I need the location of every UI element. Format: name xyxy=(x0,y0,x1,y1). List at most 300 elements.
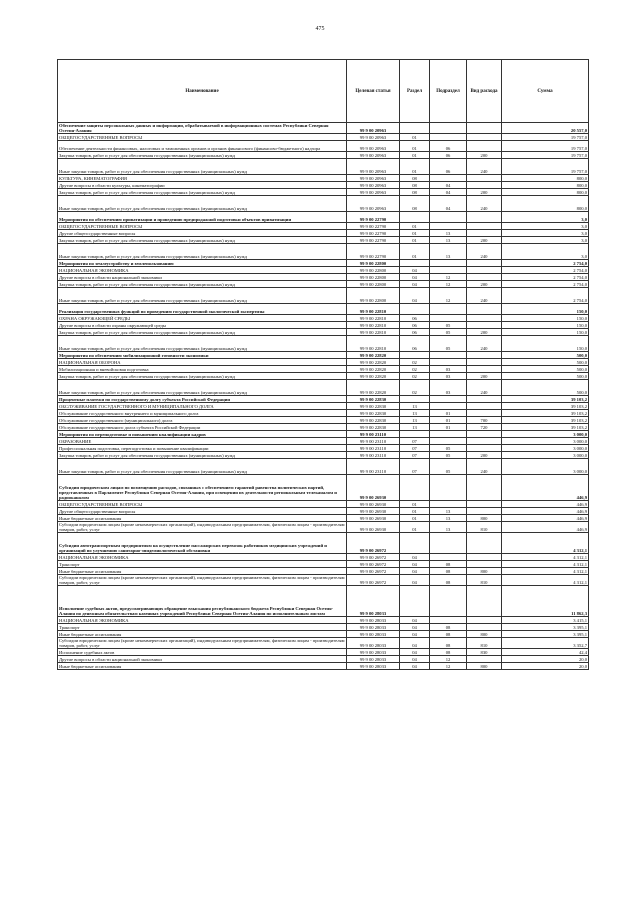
cell-section: 02 xyxy=(400,359,430,366)
cell-expense-type: 800 xyxy=(467,663,502,670)
table-row xyxy=(58,274,589,281)
cell-subsection: 03 xyxy=(430,366,467,373)
cell-name: ОХРАНА ОКРУЖАЮЩЕЙ СРЕДЫ xyxy=(58,315,347,322)
cell-section: 01 xyxy=(400,230,430,237)
cell-article: 99 9 00 22790 xyxy=(347,223,400,230)
cell-expense-type xyxy=(467,438,502,445)
cell-section: 04 xyxy=(400,554,430,561)
cell-sum: 500,0 xyxy=(502,380,589,396)
cell-expense-type: 200 xyxy=(467,237,502,244)
cell-article: 99 9 00 22830 xyxy=(347,417,400,424)
cell-section: 01 xyxy=(400,522,430,533)
cell-subsection: 04 xyxy=(430,182,467,189)
cell-expense-type: 240 xyxy=(467,459,502,475)
cell-article: 99 9 00 22820 xyxy=(347,380,400,396)
cell-sum: 446,9 xyxy=(502,522,589,533)
cell-section: 01 xyxy=(400,244,430,260)
cell-sum: 3 415,1 xyxy=(502,617,589,624)
cell-expense-type xyxy=(467,366,502,373)
cell-article: 99 9 00 22810 xyxy=(347,336,400,352)
table-row xyxy=(58,134,589,141)
table-row xyxy=(58,459,589,475)
table-row xyxy=(58,417,589,424)
cell-name: Мероприятия по обеспечению приватизации и проведению предпродажной подготовки объектов приватизации xyxy=(58,212,347,223)
cell-sum: 150,0 xyxy=(502,304,589,315)
cell-subsection: 05 xyxy=(430,336,467,352)
cell-subsection: 12 xyxy=(430,663,467,670)
cell-article: 99 9 00 20963 xyxy=(347,189,400,196)
cell-sum: 19 757,0 xyxy=(502,152,589,159)
cell-sum: 500,0 xyxy=(502,373,589,380)
table-row xyxy=(58,649,589,656)
cell-name: Закупка товаров, работ и услуг для обеспечения государственных (муниципальных) нужд xyxy=(58,237,347,244)
table-row xyxy=(58,223,589,230)
cell-subsection: 13 xyxy=(430,522,467,533)
cell-sum: 800,0 xyxy=(502,196,589,212)
cell-expense-type xyxy=(467,501,502,508)
cell-subsection xyxy=(430,396,467,403)
cell-section: 08 xyxy=(400,182,430,189)
cell-expense-type xyxy=(467,617,502,624)
cell-section: 01 xyxy=(400,134,430,141)
cell-expense-type: 240 xyxy=(467,288,502,304)
cell-subsection xyxy=(430,617,467,624)
table-row xyxy=(58,568,589,575)
cell-sum: 4 312,1 xyxy=(502,568,589,575)
cell-expense-type: 830 xyxy=(467,649,502,656)
cell-subsection xyxy=(430,267,467,274)
cell-sum: 446,9 xyxy=(502,475,589,501)
cell-article: 99 9 00 23110 xyxy=(347,431,400,438)
cell-subsection xyxy=(430,554,467,561)
cell-expense-type: 240 xyxy=(467,380,502,396)
cell-subsection: 03 xyxy=(430,380,467,396)
cell-name: Транспорт xyxy=(58,561,347,568)
cell-expense-type: 240 xyxy=(467,196,502,212)
cell-name: Иные закупки товаров, работ и услуг для обеспечения государственных (муниципальных) нужд xyxy=(58,380,347,396)
column-header-section: Раздел xyxy=(400,60,430,123)
cell-article: 99 9 00 22830 xyxy=(347,403,400,410)
page-number: 475 xyxy=(315,26,325,32)
cell-article: 99 9 00 26930 xyxy=(347,475,400,501)
cell-subsection: 08 xyxy=(430,561,467,568)
cell-expense-type xyxy=(467,230,502,237)
cell-name: НАЦИОНАЛЬНАЯ ЭКОНОМИКА xyxy=(58,554,347,561)
cell-name: Обеспечение деятельности финансовых, налоговых и таможенных органов и органов финансового (финансово-бюджетного) надзора xyxy=(58,141,347,152)
table-row xyxy=(58,244,589,260)
cell-name: Закупка товаров, работ и услуг для обеспечения государственных (муниципальных) нужд xyxy=(58,281,347,288)
table-row xyxy=(58,554,589,561)
cell-expense-type: 200 xyxy=(467,152,502,159)
cell-section: 08 xyxy=(400,175,430,182)
cell-expense-type xyxy=(467,352,502,359)
cell-name: Другие вопросы в области культуры, кинематографии xyxy=(58,182,347,189)
cell-section: 07 xyxy=(400,445,430,452)
table-row xyxy=(58,424,589,431)
cell-name: ОБСЛУЖИВАНИЕ ГОСУДАРСТВЕННОГО И МУНИЦИПАЛЬНОГО ДОЛГА xyxy=(58,403,347,410)
cell-expense-type xyxy=(467,134,502,141)
cell-sum: 3 000,0 xyxy=(502,445,589,452)
cell-subsection: 13 xyxy=(430,508,467,515)
cell-sum: 3,0 xyxy=(502,223,589,230)
cell-name: Закупка товаров, работ и услуг для обеспечения государственных (муниципальных) нужд xyxy=(58,373,347,380)
column-header-expense-type: Вид расхода xyxy=(467,60,502,123)
cell-section: 01 xyxy=(400,159,430,175)
cell-sum: 150,0 xyxy=(502,322,589,329)
cell-subsection: 13 xyxy=(430,230,467,237)
cell-sum: 4 312,1 xyxy=(502,561,589,568)
table-row xyxy=(58,380,589,396)
cell-expense-type: 810 xyxy=(467,638,502,649)
cell-expense-type xyxy=(467,403,502,410)
cell-section: 08 xyxy=(400,189,430,196)
cell-subsection xyxy=(430,175,467,182)
cell-name: НАЦИОНАЛЬНАЯ ЭКОНОМИКА xyxy=(58,617,347,624)
cell-subsection: 08 xyxy=(430,575,467,586)
cell-expense-type xyxy=(467,260,502,267)
cell-sum: 446,9 xyxy=(502,515,589,522)
cell-section: 01 xyxy=(400,237,430,244)
cell-subsection: 13 xyxy=(430,515,467,522)
cell-name: Иные закупки товаров, работ и услуг для обеспечения государственных (муниципальных) нужд xyxy=(58,244,347,260)
cell-subsection: 12 xyxy=(430,288,467,304)
cell-expense-type xyxy=(467,141,502,152)
cell-expense-type xyxy=(467,315,502,322)
cell-article: 99 9 00 22790 xyxy=(347,244,400,260)
cell-subsection: 05 xyxy=(430,445,467,452)
table-row xyxy=(58,624,589,631)
cell-expense-type: 810 xyxy=(467,522,502,533)
cell-section: 07 xyxy=(400,459,430,475)
cell-sum: 39 103,2 xyxy=(502,410,589,417)
cell-sum: 4 312,1 xyxy=(502,533,589,554)
cell-expense-type: 810 xyxy=(467,575,502,586)
cell-expense-type: 700 xyxy=(467,417,502,424)
cell-article: 99 9 00 26930 xyxy=(347,501,400,508)
cell-article: 99 9 00 23110 xyxy=(347,445,400,452)
cell-expense-type: 720 xyxy=(467,424,502,431)
cell-subsection: 05 xyxy=(430,322,467,329)
cell-expense-type xyxy=(467,561,502,568)
cell-section: 04 xyxy=(400,631,430,638)
cell-name: ОБЩЕГОСУДАРСТВЕННЫЕ ВОПРОСЫ xyxy=(58,501,347,508)
cell-name: Обслуживание государственного долга субъекта Российской Федерации xyxy=(58,424,347,431)
cell-section: 07 xyxy=(400,452,430,459)
cell-expense-type xyxy=(467,223,502,230)
table-row xyxy=(58,336,589,352)
cell-sum: 2 754,0 xyxy=(502,260,589,267)
cell-subsection xyxy=(430,501,467,508)
cell-name: Иные закупки товаров, работ и услуг для обеспечения государственных (муниципальных) нужд xyxy=(58,288,347,304)
cell-sum: 500,0 xyxy=(502,366,589,373)
cell-sum: 39 103,2 xyxy=(502,417,589,424)
cell-expense-type xyxy=(467,123,502,134)
cell-expense-type: 800 xyxy=(467,515,502,522)
cell-section: 02 xyxy=(400,373,430,380)
cell-sum: 3,0 xyxy=(502,230,589,237)
cell-article: 99 9 00 20963 xyxy=(347,182,400,189)
cell-subsection: 13 xyxy=(430,244,467,260)
cell-article: 99 9 00 26930 xyxy=(347,515,400,522)
cell-sum: 500,0 xyxy=(502,352,589,359)
cell-article: 99 9 00 22800 xyxy=(347,260,400,267)
table-row xyxy=(58,260,589,267)
cell-sum: 20 557,0 xyxy=(502,123,589,134)
column-header-sum: Сумма xyxy=(502,60,589,123)
cell-sum: 150,0 xyxy=(502,336,589,352)
cell-name: Мобилизационная и вневойсковая подготовка xyxy=(58,366,347,373)
cell-article: 99 9 00 28033 xyxy=(347,656,400,663)
cell-section: 04 xyxy=(400,281,430,288)
cell-sum: 39 103,2 xyxy=(502,396,589,403)
cell-name: Исполнение судебных актов, предусматривающих обращение взыскания республиканского бюджета Республики Северная Осетия-Алания по денежным обязательствам казенных учреждений Республики Северная Осетия-Алания по исполнительным листам xyxy=(58,586,347,617)
table-row xyxy=(58,366,589,373)
table-row xyxy=(58,586,589,617)
cell-article: 99 9 00 23110 xyxy=(347,459,400,475)
cell-section: 06 xyxy=(400,315,430,322)
cell-expense-type xyxy=(467,624,502,631)
cell-subsection: 08 xyxy=(430,624,467,631)
cell-expense-type xyxy=(467,508,502,515)
cell-article: 99 9 00 28033 xyxy=(347,663,400,670)
table-row xyxy=(58,561,589,568)
cell-article: 99 9 00 22790 xyxy=(347,212,400,223)
cell-subsection: 01 xyxy=(430,417,467,424)
cell-expense-type: 240 xyxy=(467,159,502,175)
cell-section xyxy=(400,396,430,403)
cell-name: Субсидии юридическим лицам по возмещению расходов, связанных с обеспечением гарантий равенства политических партий, представленных в Парламенте Республики Северная Осетия-Алания, при освещении их деятельности региональным телеканалом и радиоканалом xyxy=(58,475,347,501)
column-header-article: Целевая статья xyxy=(347,60,400,123)
table-row xyxy=(58,522,589,533)
cell-sum: 2 754,0 xyxy=(502,274,589,281)
cell-expense-type: 240 xyxy=(467,244,502,260)
cell-subsection: 01 xyxy=(430,424,467,431)
cell-article: 99 9 00 22820 xyxy=(347,366,400,373)
cell-name: Профессиональная подготовка, переподготовка и повышение квалификации xyxy=(58,445,347,452)
cell-section: 04 xyxy=(400,638,430,649)
cell-article: 99 9 00 22810 xyxy=(347,304,400,315)
cell-article: 99 9 00 22820 xyxy=(347,373,400,380)
table-row xyxy=(58,288,589,304)
cell-subsection: 05 xyxy=(430,329,467,336)
cell-article: 99 9 00 26972 xyxy=(347,554,400,561)
cell-sum: 2 754,0 xyxy=(502,267,589,274)
cell-expense-type xyxy=(467,554,502,561)
cell-subsection xyxy=(430,212,467,223)
cell-section: 08 xyxy=(400,196,430,212)
cell-subsection xyxy=(430,315,467,322)
cell-article: 99 9 00 22820 xyxy=(347,359,400,366)
cell-sum: 800,0 xyxy=(502,189,589,196)
cell-expense-type xyxy=(467,359,502,366)
cell-subsection: 01 xyxy=(430,410,467,417)
table-row xyxy=(58,508,589,515)
cell-name: Мероприятия по переподготовке и повышению квалификации кадров xyxy=(58,431,347,438)
table-row xyxy=(58,431,589,438)
cell-name: ОБЩЕГОСУДАРСТВЕННЫЕ ВОПРОСЫ xyxy=(58,134,347,141)
cell-article: 99 9 00 20963 xyxy=(347,141,400,152)
cell-expense-type xyxy=(467,175,502,182)
cell-subsection: 03 xyxy=(430,373,467,380)
cell-section: 01 xyxy=(400,223,430,230)
table-row xyxy=(58,304,589,315)
cell-name: Субсидии автотранспортным предприятиям на осуществление пассажирских перевозок работников медицинских учреждений и организаций по улучшению санитарно-эпидемиологической обстановки xyxy=(58,533,347,554)
cell-section: 13 xyxy=(400,417,430,424)
cell-article: 99 9 00 22810 xyxy=(347,329,400,336)
cell-article: 99 9 00 26972 xyxy=(347,568,400,575)
table-row xyxy=(58,575,589,586)
cell-name: Субсидии юридическим лицам (кроме некоммерческих организаций), индивидуальным предпринимателям, физическим лицам - производителям товаров, работ, услуг xyxy=(59,638,345,648)
cell-section: 13 xyxy=(400,403,430,410)
cell-article: 99 9 00 22800 xyxy=(347,267,400,274)
cell-name: Другие вопросы в области охраны окружающей среды xyxy=(58,322,347,329)
table-row xyxy=(58,230,589,237)
cell-section: 06 xyxy=(400,322,430,329)
table-row xyxy=(58,159,589,175)
cell-expense-type xyxy=(467,445,502,452)
cell-sum: 150,0 xyxy=(502,329,589,336)
cell-sum: 19 757,0 xyxy=(502,134,589,141)
cell-subsection: 04 xyxy=(430,189,467,196)
cell-expense-type xyxy=(467,475,502,501)
cell-article: 99 9 00 20963 xyxy=(347,123,400,134)
cell-name: ОБРАЗОВАНИЕ xyxy=(58,438,347,445)
cell-name: Другие общегосударственные вопросы xyxy=(58,508,347,515)
cell-expense-type: 240 xyxy=(467,336,502,352)
cell-sum: 3,0 xyxy=(502,244,589,260)
cell-subsection xyxy=(430,403,467,410)
cell-subsection: 08 xyxy=(430,631,467,638)
cell-name: Иные закупки товаров, работ и услуг для обеспечения государственных (муниципальных) нужд xyxy=(58,459,347,475)
cell-name: Иные бюджетные ассигнования xyxy=(58,631,347,638)
cell-article: 99 9 00 20963 xyxy=(347,175,400,182)
cell-subsection xyxy=(430,475,467,501)
cell-sum: 20,0 xyxy=(502,656,589,663)
cell-article: 99 9 00 28033 xyxy=(347,624,400,631)
cell-subsection: 08 xyxy=(430,568,467,575)
cell-sum: 500,0 xyxy=(502,359,589,366)
cell-name: Мероприятия по обеспечению мобилизационной готовности экономики xyxy=(58,352,347,359)
cell-article: 99 9 00 28033 xyxy=(347,631,400,638)
cell-article: 99 9 00 22800 xyxy=(347,288,400,304)
table-row xyxy=(58,452,589,459)
cell-expense-type xyxy=(467,182,502,189)
cell-name: Другие общегосударственные вопросы xyxy=(58,230,347,237)
cell-sum: 150,0 xyxy=(502,315,589,322)
cell-name: НАЦИОНАЛЬНАЯ ЭКОНОМИКА xyxy=(58,267,347,274)
cell-section xyxy=(400,586,430,617)
cell-article: 99 9 00 22810 xyxy=(347,322,400,329)
cell-name: Иные закупки товаров, работ и услуг для обеспечения государственных (муниципальных) нужд xyxy=(58,159,347,175)
cell-expense-type xyxy=(467,586,502,617)
cell-sum: 3 000,0 xyxy=(502,452,589,459)
cell-section xyxy=(400,431,430,438)
cell-subsection xyxy=(430,586,467,617)
table-row xyxy=(58,237,589,244)
cell-expense-type xyxy=(467,396,502,403)
cell-expense-type xyxy=(467,410,502,417)
cell-expense-type: 800 xyxy=(467,568,502,575)
cell-sum: 3 000,0 xyxy=(502,438,589,445)
cell-sum: 4 312,1 xyxy=(502,554,589,561)
cell-article: 99 9 00 20963 xyxy=(347,134,400,141)
cell-expense-type xyxy=(467,322,502,329)
cell-name: Субсидии юридическим лицам (кроме некоммерческих организаций), индивидуальным предпринимателям, физическим лицам - производителям товаров, работ, услуг xyxy=(59,522,345,532)
cell-subsection xyxy=(430,134,467,141)
cell-sum: 4 312,1 xyxy=(502,575,589,586)
cell-article: 99 9 00 22830 xyxy=(347,424,400,431)
cell-section: 04 xyxy=(400,663,430,670)
cell-expense-type: 200 xyxy=(467,329,502,336)
cell-name: Иные бюджетные ассигнования xyxy=(58,515,347,522)
cell-section: 04 xyxy=(400,656,430,663)
cell-article: 99 9 00 20963 xyxy=(347,159,400,175)
cell-subsection: 12 xyxy=(430,656,467,663)
table-row xyxy=(58,352,589,359)
cell-section: 04 xyxy=(400,274,430,281)
cell-article: 99 9 00 26972 xyxy=(347,533,400,554)
cell-name: Обеспечение защиты персональных данных и информации, обрабатываемой в информационных системах Республики Северная Осетия-Алания xyxy=(58,123,347,134)
cell-expense-type xyxy=(467,656,502,663)
cell-article: 99 9 00 22790 xyxy=(347,230,400,237)
cell-article: 99 9 00 22790 xyxy=(347,237,400,244)
table-row xyxy=(58,123,589,134)
cell-name: Закупка товаров, работ и услуг для обеспечения государственных (муниципальных) нужд xyxy=(58,329,347,336)
cell-subsection xyxy=(430,438,467,445)
cell-section: 04 xyxy=(400,568,430,575)
cell-name: Обслуживание государственного внутреннего и муниципального долга xyxy=(58,410,347,417)
table-row xyxy=(58,501,589,508)
cell-section xyxy=(400,123,430,134)
table-row xyxy=(58,189,589,196)
cell-article: 99 9 00 22830 xyxy=(347,396,400,403)
cell-sum: 446,9 xyxy=(502,508,589,515)
cell-subsection xyxy=(430,431,467,438)
cell-article: 99 9 00 28033 xyxy=(347,617,400,624)
cell-name: Транспорт xyxy=(58,624,347,631)
cell-sum: 800,0 xyxy=(502,182,589,189)
table-row xyxy=(58,396,589,403)
cell-sum: 3 395,1 xyxy=(502,631,589,638)
cell-name: Процентные платежи по государственному долгу субъекта Российской Федерации xyxy=(58,396,347,403)
cell-article: 99 9 00 28033 xyxy=(347,638,400,649)
cell-section: 06 xyxy=(400,336,430,352)
cell-article: 99 9 00 20963 xyxy=(347,196,400,212)
cell-sum: 3,0 xyxy=(502,212,589,223)
table-row xyxy=(58,329,589,336)
cell-section: 01 xyxy=(400,515,430,522)
cell-section: 04 xyxy=(400,561,430,568)
cell-subsection xyxy=(430,123,467,134)
cell-name: Закупка товаров, работ и услуг для обеспечения государственных (муниципальных) нужд xyxy=(58,189,347,196)
cell-article: 99 9 00 26972 xyxy=(347,575,400,586)
cell-sum: 39 103,2 xyxy=(502,403,589,410)
cell-subsection: 04 xyxy=(430,196,467,212)
cell-section: 04 xyxy=(400,288,430,304)
table-row xyxy=(58,196,589,212)
table-row xyxy=(58,322,589,329)
table-row xyxy=(58,315,589,322)
cell-section xyxy=(400,533,430,554)
cell-name: Иные бюджетные ассигнования xyxy=(58,663,347,670)
cell-expense-type: 200 xyxy=(467,373,502,380)
cell-name: НАЦИОНАЛЬНАЯ ОБОРОНА xyxy=(58,359,347,366)
table-row xyxy=(58,656,589,663)
cell-sum: 2 754,0 xyxy=(502,288,589,304)
cell-subsection xyxy=(430,359,467,366)
table-row xyxy=(58,533,589,554)
cell-section xyxy=(400,212,430,223)
